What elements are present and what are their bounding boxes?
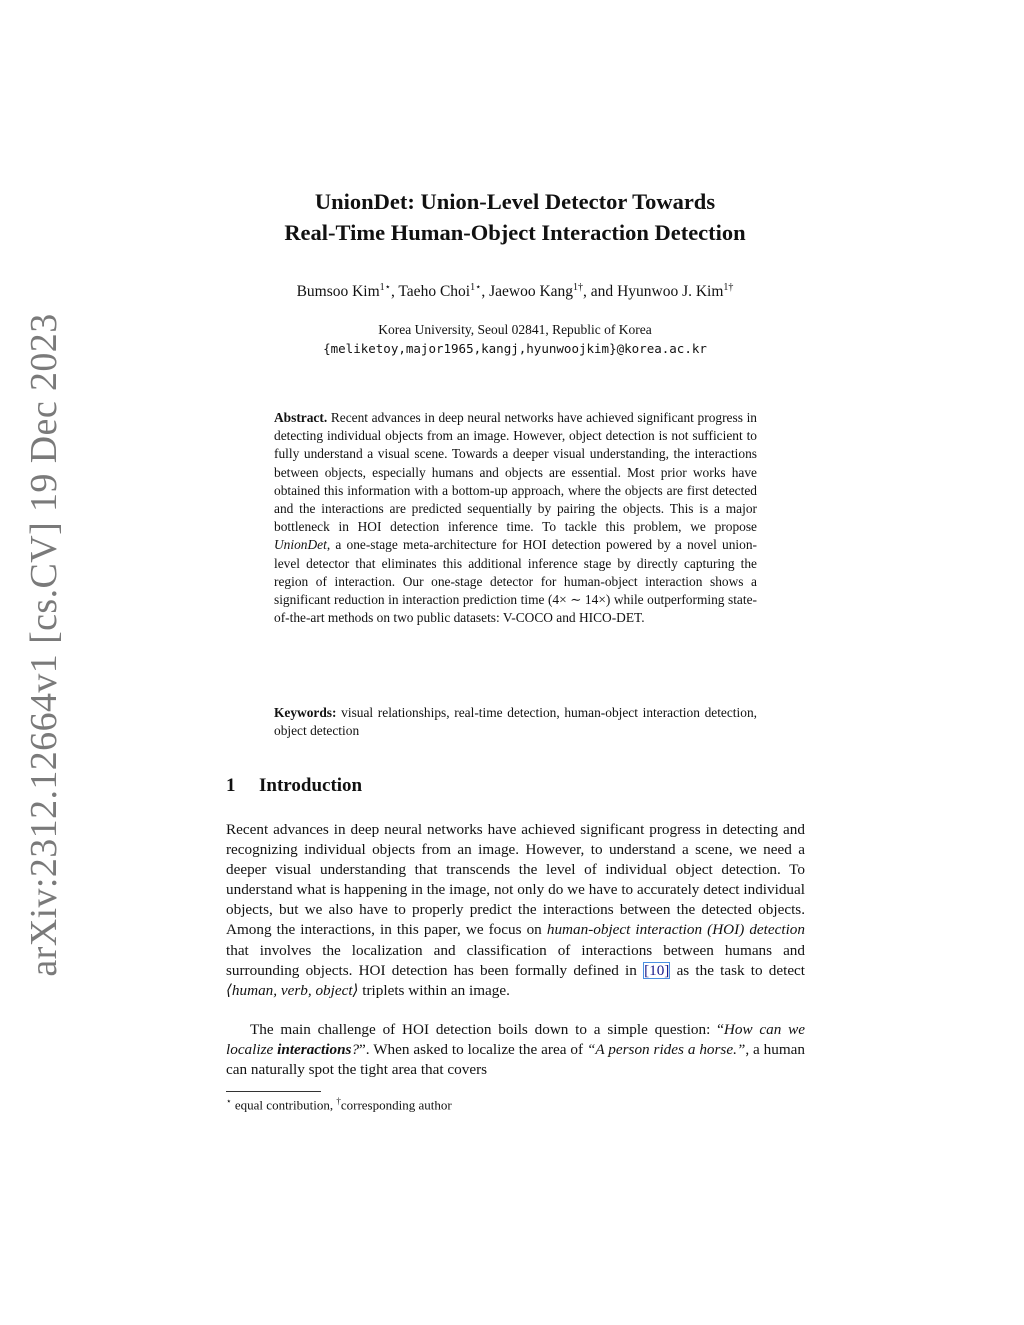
abstract-text-b: , a one-stage meta-architecture for HOI detection powered by a novel union-level detector that eliminates this additional inference stage by directly capturing the region of interaction. Our one-stage detector for human-object interaction shows a significant reduction in interaction prediction time (4× ∼ 14×) while outperforming state-of-the-art methods on two public datasets: V-COCO and HICO-DET. <box>274 537 757 626</box>
title-line-1: UnionDet: Union-Level Detector Towards <box>314 189 716 214</box>
footnote-star: ⋆ <box>226 1096 232 1106</box>
para1-text-b: that involves the localization and classification of interactions between humans and surrounding objects. HOI detection has been formally defined in <box>226 941 805 979</box>
author-name: Jaewoo Kang <box>489 283 574 301</box>
author-mark: 1† <box>723 282 734 293</box>
hoi-triplet: ⟨human, verb, object⟩ <box>226 981 359 999</box>
abstract-label: Abstract. <box>274 410 328 425</box>
footnote <box>226 1096 805 1113</box>
author-mark: 1† <box>573 282 584 293</box>
para1-text-a: Recent advances in deep neural networks have achieved significant progress in detecting and recognizing individual objects from an image. However, to understand a scene, we need a deeper visual understanding that transcends the level of individual object detection. To understand what is happening in the image, not only do we have to accurately detect individual objects, but we also have to properly predict the interactions between the detected objects. Among the interactions, in this paper, we focus on <box>226 821 805 939</box>
author-mark: 1⋆ <box>379 282 391 293</box>
author-mark: 1⋆ <box>470 282 482 293</box>
keywords-text: visual relationships, real-time detection, human-object interaction detection, object detection <box>274 705 757 739</box>
citation-link[interactable]: [10] <box>644 961 670 979</box>
question-bold-term: interactions <box>277 1041 352 1059</box>
footnote-text-2: corresponding author <box>340 1097 452 1113</box>
author-name: Hyunwoo J. Kim <box>617 283 724 301</box>
section-title: Introduction <box>259 775 363 796</box>
keywords-label: Keywords: <box>274 705 337 720</box>
abstract-text-a: Recent advances in deep neural networks have achieved significant progress in detecting individual objects from an image. However, object detection is not sufficient to fully understand a visual scene. Towards a deeper visual understanding, the interactions between objects, especially humans and objects are essential. Most prior works have obtained this information with a bottom-up approach, where the objects are first detected and the interactions are predicted sequentially by pairing the objects. This is a major bottleneck in HOI detection inference time. To tackle this problem, we propose <box>274 410 757 535</box>
footnote-text-1: equal contribution, <box>234 1097 334 1113</box>
author-list: Bumsoo Kim$^{1⋆}$, Taeho Choi$^{1⋆}$, Jaewoo Kang$^{1\dagger}$, and Hyunwoo J. Kim$^{1\dagger}$ <box>296 282 734 301</box>
para1-text-c: as the task to detect <box>676 961 806 979</box>
affiliation-line: Korea University, Seoul 02841, Republic of Korea <box>378 322 652 337</box>
author-name: Bumsoo Kim <box>296 283 380 301</box>
para2-text-a: The main challenge of HOI detection boils down to a simple question: “ <box>250 1021 724 1038</box>
para2-text-b: ”. When asked to localize the area of <box>359 1041 584 1059</box>
intro-paragraph-1 <box>226 820 805 1001</box>
question-part-1: How can we localize <box>226 1021 805 1059</box>
intro-paragraph-2 <box>226 1020 805 1080</box>
para2-text-c: , a human can naturally spot the tight area that covers <box>226 1041 806 1079</box>
author-emails: {meliketoy,major1965,kangj,hyunwoojkim}@korea.ac.kr <box>323 341 707 356</box>
method-name: UnionDet <box>274 537 327 553</box>
section-number: 1 <box>226 775 236 796</box>
author-conjunction: and <box>590 283 614 301</box>
title-line-2: Real-Time Human-Object Interaction Detection <box>284 220 746 245</box>
abstract <box>274 409 757 627</box>
footnote-dagger: † <box>336 1096 341 1106</box>
paper-title <box>200 186 830 248</box>
footnote-rule <box>226 1091 321 1092</box>
section-heading <box>226 775 362 797</box>
author-name: Taeho Choi <box>398 283 471 301</box>
para1-text-d: triplets within an image. <box>362 981 510 999</box>
arxiv-identifier: arXiv:2312.12664v1 [cs.CV] 19 Dec 2023 <box>23 313 65 977</box>
question-part-2: ? <box>351 1041 360 1059</box>
hoi-term: human-object interaction (HOI) detection <box>546 921 805 939</box>
affiliation <box>200 320 830 358</box>
keywords <box>274 704 757 740</box>
example-quote: “A person rides a horse.” <box>586 1041 746 1059</box>
